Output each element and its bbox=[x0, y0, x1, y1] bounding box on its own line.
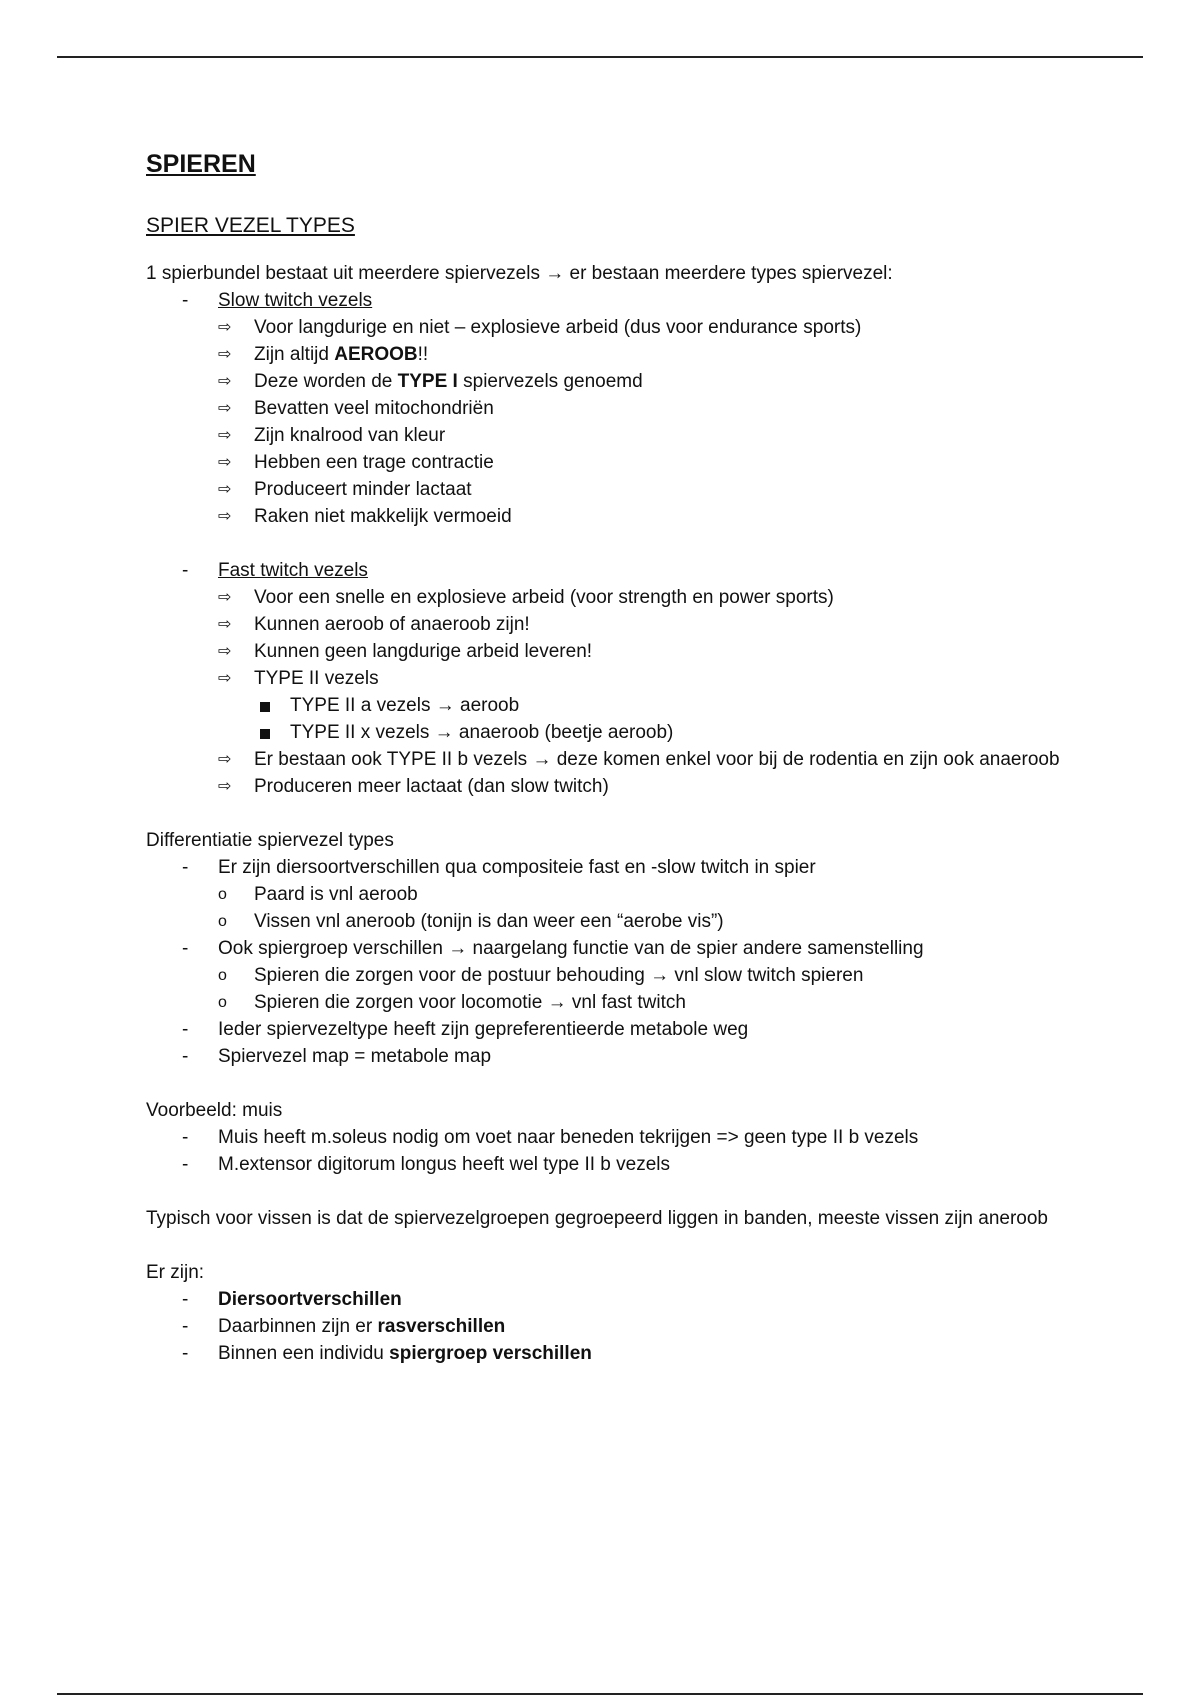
arrow-icon: ⇨ bbox=[218, 778, 232, 795]
header-rule bbox=[57, 56, 1143, 58]
list-item: - Ieder spiervezeltype heeft zijn gepreferentieerde metabole weg bbox=[146, 1016, 1086, 1043]
list-item: - Muis heeft m.soleus nodig om voet naar beneden tekrijgen => geen type II b vezels bbox=[146, 1124, 1086, 1151]
dash-bullet: - bbox=[182, 938, 189, 959]
dash-bullet: - bbox=[182, 1343, 189, 1364]
intro-paragraph: 1 spierbundel bestaat uit meerdere spiervezels → er bestaan meerdere types spiervezel: bbox=[146, 263, 893, 284]
list-item: ⇨ Voor langdurige en niet – explosieve arbeid (dus voor endurance sports) bbox=[218, 314, 1086, 341]
document-page bbox=[146, 148, 1086, 1367]
dash-bullet: - bbox=[182, 290, 189, 311]
arrow-icon: ⇨ bbox=[218, 427, 232, 444]
spacer bbox=[146, 1232, 1086, 1259]
list-item: o Spieren die zorgen voor locomotie → vnl fast twitch bbox=[218, 989, 1086, 1016]
arrow-icon: ⇨ bbox=[218, 643, 232, 660]
list-item: o Paard is vnl aeroob bbox=[218, 881, 1086, 908]
arrow-icon: ⇨ bbox=[218, 373, 232, 390]
arrow-icon: ⇨ bbox=[218, 751, 232, 768]
section-heading: SPIER VEZEL TYPES bbox=[146, 214, 355, 237]
spacer bbox=[146, 800, 1086, 827]
differentiatie-list bbox=[146, 854, 1086, 1070]
list-item: - Ook spiergroep verschillen → naargelang functie van de spier andere samenstelling o Spieren die zorgen voor de postuur behouding → vnl slow twitch spieren o Spieren die zorgen voor locomotie → vnl fast twitch bbox=[146, 935, 1086, 1016]
dash-bullet: - bbox=[182, 1289, 189, 1310]
differentiatie-heading: Differentiatie spiervezel types bbox=[146, 830, 394, 851]
dash-bullet: - bbox=[182, 1019, 189, 1040]
spacer bbox=[146, 1070, 1086, 1097]
list-item: - Er zijn diersoortverschillen qua compositeie fast en -slow twitch in spier o Paard is vnl aeroob o Vissen vnl aneroob (tonijn is dan weer een “aerobe vis”) bbox=[146, 854, 1086, 935]
arrow-icon: ⇨ bbox=[218, 319, 232, 336]
fast-twitch-label: Fast twitch vezels bbox=[218, 560, 368, 581]
list-item: ⇨ Voor een snelle en explosieve arbeid (voor strength en power sports) bbox=[218, 584, 1086, 611]
list-item: ⇨ TYPE II vezels TYPE II a vezels → aeroob TYPE II x vezels → anaeroob (beetje aeroob) bbox=[218, 665, 1086, 746]
list-item: ⇨ Produceren meer lactaat (dan slow twitch) bbox=[218, 773, 1086, 800]
musclegroup-sublist bbox=[218, 962, 1086, 1016]
square-bullet-icon bbox=[260, 702, 270, 712]
arrow-icon: ⇨ bbox=[218, 454, 232, 471]
slow-twitch-properties bbox=[218, 314, 1086, 530]
list-item-slow bbox=[146, 287, 1086, 530]
dash-bullet: - bbox=[182, 1127, 189, 1148]
arrow-icon: ⇨ bbox=[218, 670, 232, 687]
footer-rule bbox=[57, 1693, 1143, 1695]
square-bullet-icon bbox=[260, 729, 270, 739]
list-item: TYPE II x vezels → anaeroob (beetje aeroob) bbox=[254, 719, 1086, 746]
list-item: ⇨ Raken niet makkelijk vermoeid bbox=[218, 503, 1086, 530]
list-item: ⇨ Kunnen geen langdurige arbeid leveren! bbox=[218, 638, 1086, 665]
list-item: ⇨ Produceert minder lactaat bbox=[218, 476, 1086, 503]
fiber-type-list bbox=[146, 287, 1086, 530]
species-sublist bbox=[218, 881, 1086, 935]
arrow-icon: ⇨ bbox=[218, 589, 232, 606]
list-item: ⇨ Zijn altijd AEROOB!! bbox=[218, 341, 1086, 368]
voorbeeld-heading: Voorbeeld: muis bbox=[146, 1100, 283, 1121]
dash-bullet: - bbox=[182, 857, 189, 878]
dash-bullet: - bbox=[182, 1316, 189, 1337]
list-item: ⇨ Er bestaan ook TYPE II b vezels → deze komen enkel voor bij de rodentia en zijn ook anaeroob bbox=[218, 746, 1086, 773]
list-item: ⇨ Deze worden de TYPE I spiervezels genoemd bbox=[218, 368, 1086, 395]
dash-bullet: - bbox=[182, 1046, 189, 1067]
dash-bullet: - bbox=[182, 1154, 189, 1175]
list-item: TYPE II a vezels → aeroob bbox=[254, 692, 1086, 719]
list-item: - Diersoortverschillen bbox=[146, 1286, 1086, 1313]
fast-twitch-properties bbox=[218, 584, 1086, 800]
spacer bbox=[146, 1178, 1086, 1205]
erzijn-heading: Er zijn: bbox=[146, 1262, 205, 1283]
arrow-icon: ⇨ bbox=[218, 346, 232, 363]
list-item: ⇨ Zijn knalrood van kleur bbox=[218, 422, 1086, 449]
arrow-icon: ⇨ bbox=[218, 616, 232, 633]
list-item: - M.extensor digitorum longus heeft wel type II b vezels bbox=[146, 1151, 1086, 1178]
slow-twitch-label: Slow twitch vezels bbox=[218, 290, 373, 311]
arrow-icon: ⇨ bbox=[218, 508, 232, 525]
list-item: ⇨ Bevatten veel mitochondriën bbox=[218, 395, 1086, 422]
vissen-paragraph: Typisch voor vissen is dat de spiervezelgroepen gegroepeerd liggen in banden, meeste vissen zijn aneroob bbox=[146, 1208, 1048, 1229]
circle-bullet-icon: o bbox=[218, 967, 227, 984]
page-title: SPIEREN bbox=[146, 150, 256, 178]
list-item: - Binnen een individu spiergroep verschillen bbox=[146, 1340, 1086, 1367]
circle-bullet-icon: o bbox=[218, 913, 227, 930]
list-item: - Daarbinnen zijn er rasverschillen bbox=[146, 1313, 1086, 1340]
list-item: ⇨ Hebben een trage contractie bbox=[218, 449, 1086, 476]
arrow-icon: ⇨ bbox=[218, 400, 232, 417]
voorbeeld-list bbox=[146, 1124, 1086, 1178]
list-item: - Spiervezel map = metabole map bbox=[146, 1043, 1086, 1070]
circle-bullet-icon: o bbox=[218, 886, 227, 903]
arrow-icon: ⇨ bbox=[218, 481, 232, 498]
list-item: o Spieren die zorgen voor de postuur behouding → vnl slow twitch spieren bbox=[218, 962, 1086, 989]
list-item-fast bbox=[146, 557, 1086, 800]
dash-bullet: - bbox=[182, 560, 189, 581]
list-item: o Vissen vnl aneroob (tonijn is dan weer een “aerobe vis”) bbox=[218, 908, 1086, 935]
fiber-type-list bbox=[146, 557, 1086, 800]
list-item: ⇨ Kunnen aeroob of anaeroob zijn! bbox=[218, 611, 1086, 638]
circle-bullet-icon: o bbox=[218, 994, 227, 1011]
spacer bbox=[146, 530, 1086, 557]
erzijn-list bbox=[146, 1286, 1086, 1367]
type-ii-subtypes bbox=[254, 692, 1086, 746]
